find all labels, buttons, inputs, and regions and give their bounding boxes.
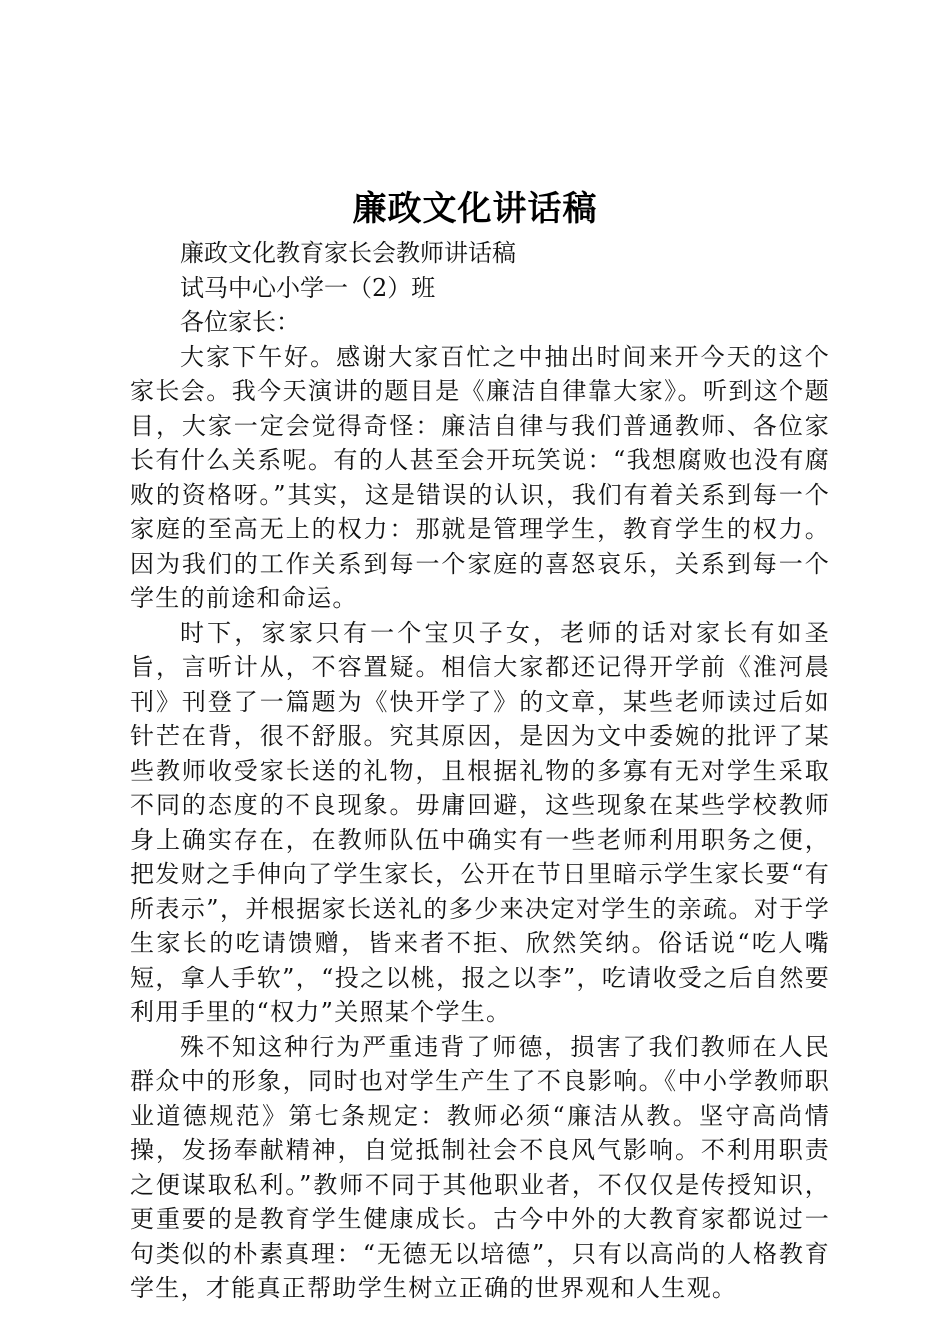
document-title: 廉政文化讲话稿 [352, 189, 598, 229]
document-body [130, 236, 830, 1306]
paragraph-1: 大家下午好。感谢大家百忙之中抽出时间来开今天的这个家长会。我今天演讲的题目是《廉洁自律靠大家》。听到这个题目，大家一定会觉得奇怪：廉洁自律与我们普通教师、各位家长有什么关系呢。有的人甚至会开玩笑说：“我想腐败也没有腐败的资格呀。”其实，这是错误的认识，我们有着关系到每一个家庭的至高无上的权力：那就是管理学生，教育学生的权力。因为我们的工作关系到每一个家庭的喜怒哀乐，关系到每一个学生的前途和命运。 [130, 342, 830, 612]
paragraph-3: 殊不知这种行为严重违背了师德，损害了我们教师在人民群众中的形象，同时也对学生产生了不良影响。《中小学教师职业道德规范》第七条规定：教师必须“廉洁从教。坚守高尚情操，发扬奉献精神，自觉抵制社会不良风气影响。不利用职责之便谋取私利。”教师不同于其他职业者，不仅仅是传授知识，更重要的是教育学生健康成长。古今中外的大教育家都说过一句类似的朴素真理：“无德无以培德”，只有以高尚的人格教育学生，才能真正帮助学生树立正确的世界观和人生观。 [130, 1032, 830, 1302]
paragraph-2: 时下，家家只有一个宝贝子女，老师的话对家长有如圣旨，言听计从，不容置疑。相信大家都还记得开学前《淮河晨刊》刊登了一篇题为《快开学了》的文章，某些老师读过后如针芒在背，很不舒服。究其原因，是因为文中委婉的批评了某些教师收受家长送的礼物，且根据礼物的多寡有无对学生采取不同的态度的不良现象。毋庸回避，这些现象在某些学校教师身上确实存在，在教师队伍中确实有一些老师利用职务之便，把发财之手伸向了学生家长，公开在节日里暗示学生家长要“有所表示”，并根据家长送礼的多少来决定对学生的亲疏。对于学生家长的吃请馈赠，皆来者不拒、欣然笑纳。俗话说“吃人嘴短，拿人手软”，“投之以桃，报之以李”，吃请收受之后自然要利用手里的“权力”关照某个学生。 [130, 618, 830, 1026]
school-class-line: 试马中心小学一（2）班 [180, 273, 436, 302]
salutation-line: 各位家长： [180, 308, 300, 336]
subtitle-line: 廉政文化教育家长会教师讲话稿 [180, 239, 516, 267]
